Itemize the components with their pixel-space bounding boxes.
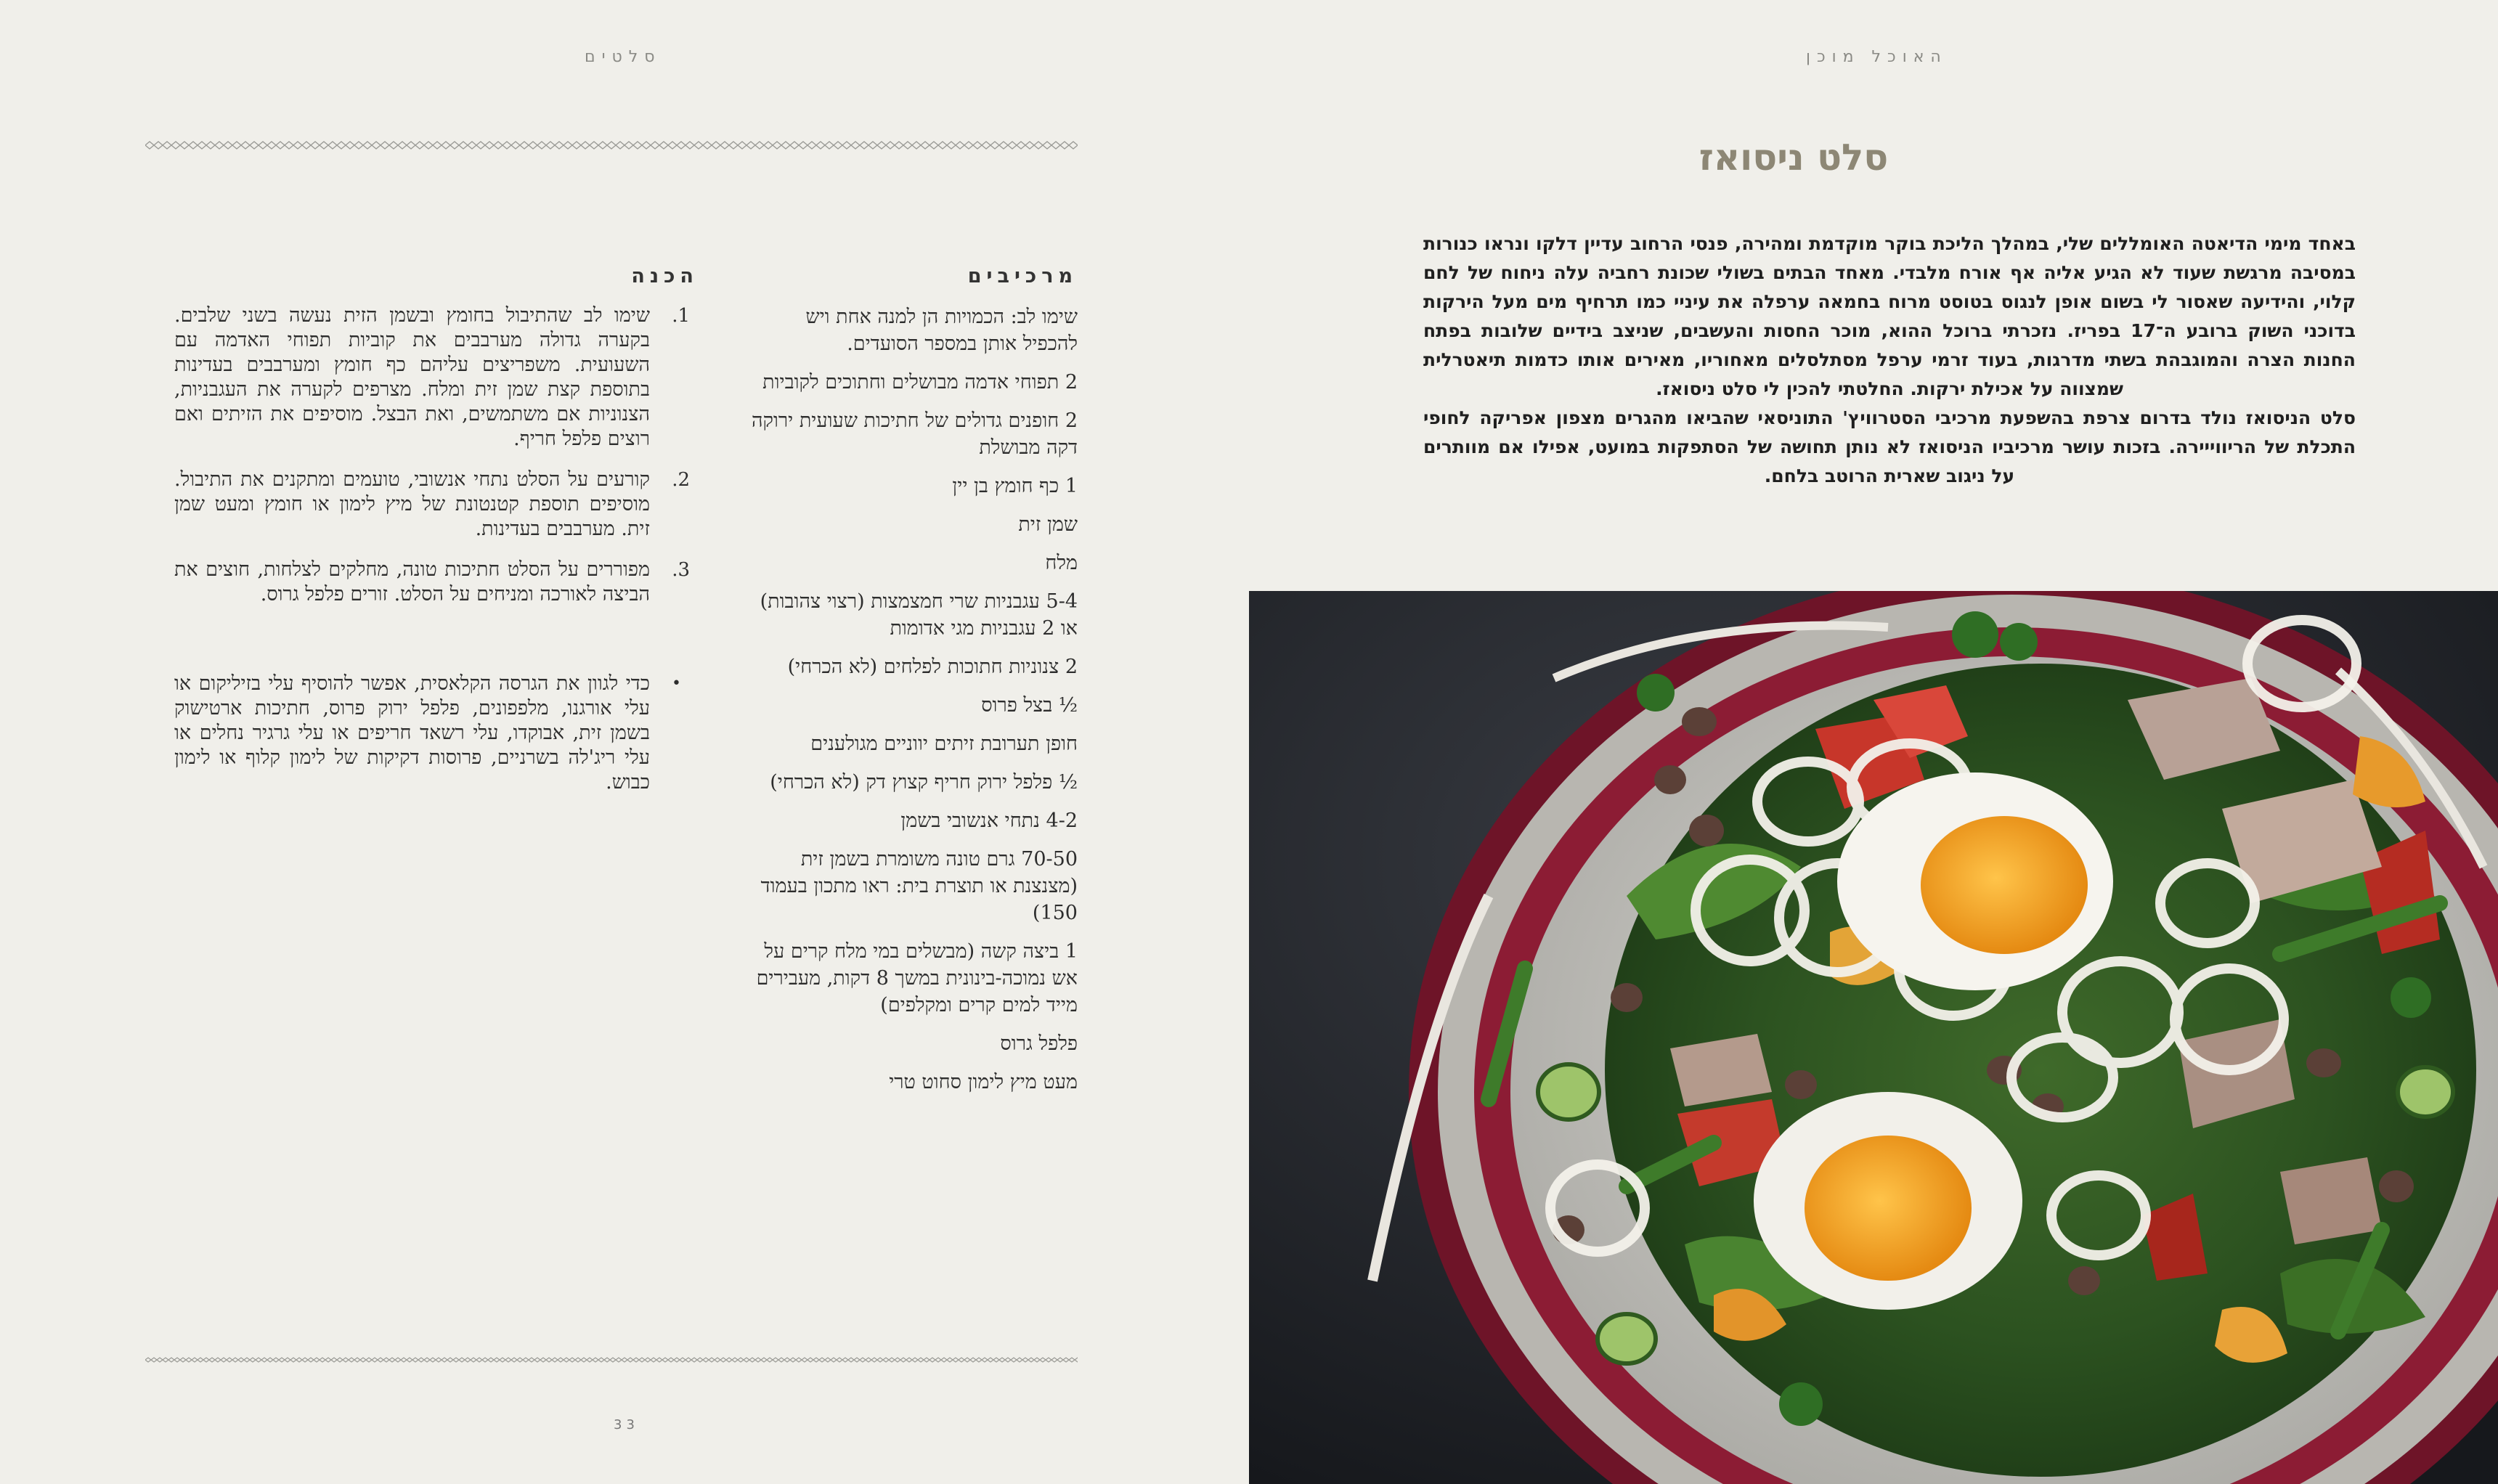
variation-tip [174,672,690,795]
step-number: 2. [672,469,690,491]
page-number: 33 [614,1417,639,1432]
tip-text: כדי לגוון את הגרסה הקלאסית, אפשר להוסיף עלי בזיליקום או עלי אורגנו, מלפפונים, פלפל ירוק פרוס, חתיכות ארטישוק בשמן זית, אבוקדו, עלי רשאד חריפים או עלי גרגיר נחלים או עלי ריג'לה בשרניים, פרוסות דקיקות של לימון קלוף או לימון כבוש. [174,672,650,794]
ingredients-heading: מרכיבים [967,265,1078,288]
ingredient-item: ½ פלפל ירוק חריף קצוץ דק (לא הכרחי) [770,771,1078,794]
ingredient-item: 2 תפוחי אדמה מבושלים וחתוכים לקוביות [762,371,1078,394]
method-step [174,468,690,542]
recipe-title: סלט ניסואז [1698,136,1889,179]
ingredient-item: 5-4 עגבניות שרי חמצמצות (רצוי צהובות) או 2 עגבניות מגי אדומות [760,590,1078,640]
intro-paragraph: סלט הניסואז נולד בדרום צרפת בהשפעת מרכיבי הסטרוויץ' התוניסאי שהביאו מהגרים מצפון אפריקה לחופי התכלת של הריווייירה. בזכות עושר מרכיביו הניסואז לא נותן תחושה של הסתפקות במועט, אפילו אם מוותרים על ניגוב שארית הרוטב בלחם. [1423,407,2356,486]
ingredient-item: 2 צנוניות חתוכות לפלחים (לא הכרחי) [787,656,1078,678]
step-number: 3. [672,559,690,581]
ingredient-item: שמן זית [1018,513,1078,536]
ingredient-item: מלח [1045,552,1078,574]
step-text: שימו לב שהתיבול בחומץ ובשמן הזית נעשה בשני שלבים. בקערה גדולה מערבבים את קוביות תפוחי האדמה עם השעועית. משפריצים עליהם כף חומץ ומערבבים בעדינות בתוספת קצת שמן זית ומלח. מצרפים לקערה את העגבניות, הצנוניות אם משתמשים, ואת הבצל. מוסיפים את הזיתים ואם רוצים פלפל חריף. [174,304,650,450]
running-head-right: האוכל מוכן [1806,48,1948,66]
method-steps [174,303,690,623]
ingredients-list [747,303,1078,1107]
ingredient-item: 70-50 גרם טונה משומרת בשמן זית (מצנצנת או תוצרת בית: ראו מתכון בעמוד 150) [760,848,1078,924]
salad-photo [1249,591,2498,1484]
running-head-left: סלטים [585,48,662,66]
intro-text [1423,229,2356,491]
ingredient-item: 4-2 נתחי אנשובי בשמן [900,810,1078,832]
intro-paragraph: באחד מימי הדיאטה האומללים שלי, במהלך הליכת בוקר מוקדמת ומהירה, פנסי הרחוב עדיין דלקו ונראו כנורות במסיבה מרגשת שעוד לא הגיע אליה אף אורח מלבדי. מאחד הבתים בשולי שכונת רחביה עלה ניחוח של לחם קלוי, והידיעה שאסור לי בשום אופן לנגוס בטוסט מרוח בחמאה ערפלה את עיניי כמו תרחיף מים מעל הירקות בדוכני השוק ברובע ה־17 בפריז. נזכרתי ברוכל ההוא, מוכר החסות והעשבים, שניצב בידיים שלובות בפתח החנות הצרה והמוגבהת בשתי מדרגות, בעוד זרמי ערפל מסתלסלים מאחוריו, מאירים אותו כדמות תיאטרלית שמצווה על אכילת ירקות. החלטתי להכין לי סלט ניסואז. [1423,233,2356,399]
ingredient-item: שימו לב: הכמויות הן למנה אחת ויש להכפיל אותן במספר הסועדים. [805,306,1078,355]
ingredient-item: 1 כף חומץ בן יין [952,475,1078,497]
step-number: 1. [672,305,690,327]
decorative-rule-bottom [145,1356,1078,1363]
method-step [174,558,690,607]
salad-plate-illustration [1249,591,2498,1484]
method-heading: הכנה [631,265,699,288]
method-step [174,303,690,452]
step-text: מפוררים על הסלט חתיכות טונה, מחלקים לצלחות, חוצים את הביצה לאורכה ומניחים על הסלט. זורים פלפל גרוס. [174,558,650,606]
bullet-icon: • [672,674,681,693]
step-text: קורעים על הסלט נתחי אנשובי, טועמים ומתקנים את התיבול. מוסיפים תוספת קטנטונת של מיץ לימון או חומץ ומעט שמן זית. מערבבים בעדינות. [174,468,650,540]
ingredient-item: ½ בצל פרוס [981,694,1078,717]
ingredient-item: חופן תערובת זיתים יווניים מגולענים [810,733,1078,755]
ingredient-item: מעט מיץ לימון סחוט טרי [889,1071,1078,1093]
decorative-rule-top [145,139,1078,151]
ingredient-item: 2 חופנים גדולים של חתיכות שעועית ירוקה דקה מבושלת [752,409,1078,459]
ingredient-item: פלפל גרוס [1000,1032,1078,1055]
ingredient-item: 1 ביצה קשה (מבשלים במי מלח קרים על אש נמוכה-בינונית במשך 8 דקות, מעבירים מייד למים קרים ומקלפים) [756,940,1078,1016]
